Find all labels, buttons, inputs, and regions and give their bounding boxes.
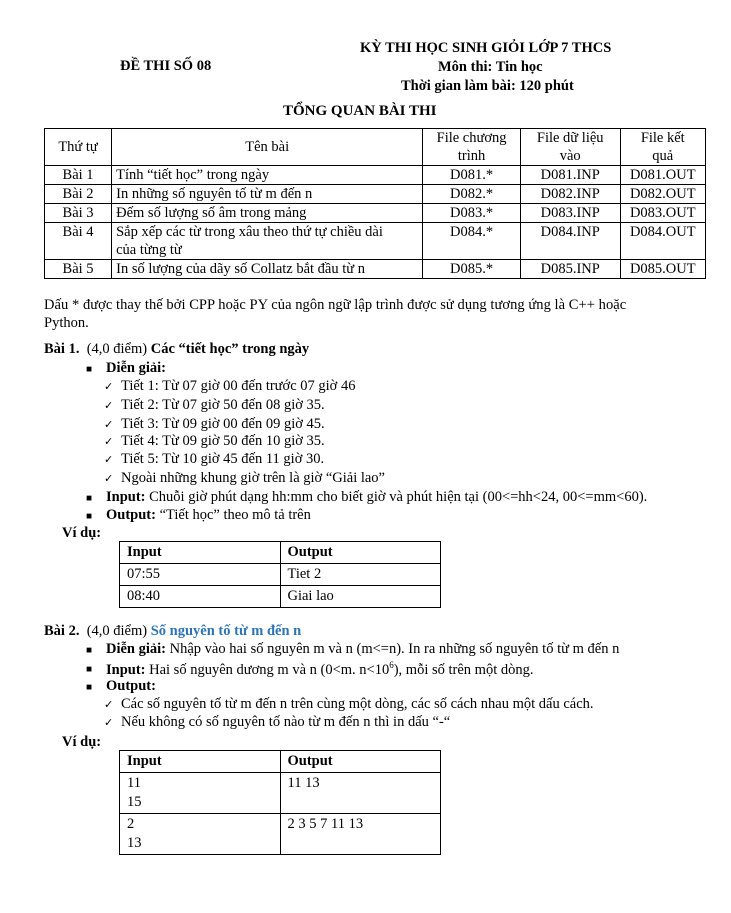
table-row	[45, 260, 706, 279]
col-header-input-l1: File dữ liệu	[536, 130, 604, 146]
bullet-icon: ■	[86, 664, 93, 675]
example-header-output: Output	[280, 542, 441, 564]
bullet-icon: ■	[86, 364, 93, 375]
row-name: Đếm số lượng số âm trong mảng	[112, 204, 423, 223]
check-icon: ✓	[104, 716, 114, 729]
col-header-input	[520, 129, 620, 166]
col-header-no: Thứ tự	[45, 129, 112, 166]
row-inp: D081.INP	[520, 166, 620, 185]
row-inp: D083.INP	[520, 204, 620, 223]
bai2-explain-label: Diễn giải:	[106, 641, 167, 657]
bai2-output-item: Nếu không có số nguyên tố nào từ m đến n thì in dấu “-“	[121, 714, 451, 730]
bai1-example-table	[119, 541, 441, 608]
row-no: Bài 4	[45, 223, 112, 260]
row-prog: D082.*	[423, 185, 521, 204]
col-header-output-l2: quả	[652, 148, 674, 164]
example-input: 08:40	[120, 586, 281, 608]
table-row	[120, 814, 441, 855]
table-row	[45, 185, 706, 204]
bai1-output-label: Output:	[106, 507, 156, 523]
bai1-output-line	[106, 507, 311, 524]
col-header-prog-l1: File chương	[436, 130, 507, 146]
bai2-output-label: Output:	[106, 678, 156, 694]
bai1-item: Tiết 5: Từ 10 giờ 45 đến 11 giờ 30.	[121, 451, 325, 467]
exam-number: ĐỀ THI SỐ 08	[120, 58, 212, 74]
bai2-explain-line	[106, 641, 619, 658]
col-header-prog	[423, 129, 521, 166]
row-no: Bài 2	[45, 185, 112, 204]
table-row	[45, 204, 706, 223]
bai2-input-sup: 6	[389, 660, 394, 670]
bullet-icon: ■	[86, 493, 93, 504]
col-header-prog-l2: trình	[457, 148, 486, 164]
bullet-icon: ■	[86, 511, 93, 522]
note-line-2: Python.	[44, 315, 89, 331]
bai1-example-label: Ví dụ:	[62, 525, 102, 541]
bai2-example-label: Ví dụ:	[62, 734, 102, 750]
example-header-input: Input	[120, 542, 281, 564]
example-header-input: Input	[120, 751, 281, 773]
bai1-input-text: Chuỗi giờ phút dạng hh:mm cho biết giờ và phút hiện tại (00<=hh<24, 00<=mm<60).	[149, 489, 648, 505]
row-inp: D084.INP	[520, 223, 620, 260]
example-output: 2 3 5 7 11 13	[280, 814, 441, 855]
overview-table	[44, 128, 706, 279]
example-input-l1: 2	[127, 816, 135, 832]
bullet-icon: ■	[86, 645, 93, 656]
row-no: Bài 3	[45, 204, 112, 223]
bai1-input-line	[106, 489, 647, 506]
bai2-explain-text: Nhập vào hai số nguyên m và n (m<=n). In ra những số nguyên tố từ m đến n	[169, 641, 620, 657]
row-prog: D081.*	[423, 166, 521, 185]
bai1-item: Ngoài những khung giờ trên là giờ “Giải lao”	[121, 470, 385, 486]
bai1-points: (4,0 điểm)	[86, 341, 148, 357]
row-no: Bài 5	[45, 260, 112, 279]
check-icon: ✓	[104, 698, 114, 711]
table-row	[120, 586, 441, 608]
table-row	[120, 564, 441, 586]
bai2-title: Số nguyên tố từ m đến n	[150, 623, 302, 639]
bullet-icon: ■	[86, 682, 93, 693]
col-header-name: Tên bài	[112, 129, 423, 166]
example-input	[120, 773, 281, 814]
check-icon: ✓	[104, 435, 114, 448]
row-inp: D085.INP	[520, 260, 620, 279]
bai2-points: (4,0 điểm)	[86, 623, 148, 639]
bai2-input-text-a: Hai số nguyên dương m và n (0<m. n<10	[149, 661, 390, 678]
example-input	[120, 814, 281, 855]
row-out: D082.OUT	[620, 185, 705, 204]
bai1-item: Tiết 4: Từ 09 giờ 50 đến 10 giờ 35.	[121, 433, 325, 449]
duration: Thời gian làm bài: 120 phút	[401, 78, 574, 94]
example-input: 07:55	[120, 564, 281, 586]
bai1-item: Tiết 3: Từ 09 giờ 00 đến 09 giờ 45.	[121, 416, 325, 432]
row-out: D084.OUT	[620, 223, 705, 260]
row-no: Bài 1	[45, 166, 112, 185]
bai1-label: Bài 1.	[44, 341, 80, 357]
example-input-l1: 11	[127, 775, 141, 791]
example-output: 11 13	[280, 773, 441, 814]
example-header-row	[120, 751, 441, 773]
row-name: In những số nguyên tố từ m đến n	[112, 185, 423, 204]
col-header-output-l1: File kết	[640, 130, 685, 146]
note-line-1: Dấu * được thay thế bởi CPP hoặc PY của ngôn ngữ lập trình được sử dụng tương ứng là C++ hoặc	[44, 297, 627, 313]
bai1-item: Tiết 2: Từ 07 giờ 50 đến 08 giờ 35.	[121, 397, 325, 413]
row-name: Tính “tiết học” trong ngày	[112, 166, 423, 185]
row-name-l2: của từng từ	[116, 242, 182, 258]
check-icon: ✓	[104, 472, 114, 485]
table-row	[45, 166, 706, 185]
bai2-input-label: Input:	[106, 661, 146, 678]
example-header-row	[120, 542, 441, 564]
row-prog: D084.*	[423, 223, 521, 260]
check-icon: ✓	[104, 399, 114, 412]
row-name: In số lượng của dãy số Collatz bắt đầu từ n	[112, 260, 423, 279]
check-icon: ✓	[104, 418, 114, 431]
bai1-explain-label: Diễn giải:	[106, 360, 167, 376]
bai1-item: Tiết 1: Từ 07 giờ 00 đến trước 07 giờ 46	[121, 378, 356, 394]
bai2-input-line	[106, 660, 533, 679]
row-out: D081.OUT	[620, 166, 705, 185]
col-header-input-l2: vào	[559, 148, 581, 164]
check-icon: ✓	[104, 380, 114, 393]
bai2-heading	[44, 623, 301, 640]
overview-title: TỔNG QUAN BÀI THI	[283, 103, 437, 119]
row-prog: D083.*	[423, 204, 521, 223]
row-name-l1: Sắp xếp các từ trong xâu theo thứ tự chiều dài	[116, 224, 383, 240]
row-out: D085.OUT	[620, 260, 705, 279]
row-inp: D082.INP	[520, 185, 620, 204]
competition-title: KỲ THI HỌC SINH GIỎI LỚP 7 THCS	[360, 40, 612, 56]
bai1-input-label: Input:	[106, 489, 146, 505]
check-icon: ✓	[104, 453, 114, 466]
bai2-example-table	[119, 750, 441, 855]
col-header-output	[620, 129, 705, 166]
row-out: D083.OUT	[620, 204, 705, 223]
bai1-heading	[44, 341, 309, 358]
bai1-title: Các “tiết học” trong ngày	[150, 341, 310, 357]
example-output: Giai lao	[280, 586, 441, 608]
row-name	[112, 223, 423, 260]
row-prog: D085.*	[423, 260, 521, 279]
example-input-l2: 13	[127, 835, 142, 851]
example-input-l2: 15	[127, 794, 142, 810]
table-row	[120, 773, 441, 814]
overview-header-row	[45, 129, 706, 166]
example-output: Tiet 2	[280, 564, 441, 586]
table-row	[45, 223, 706, 260]
bai2-input-text-b: ), mỗi số trên một dòng.	[393, 661, 534, 678]
bai2-output-item: Các số nguyên tố từ m đến n trên cùng một dòng, các số cách nhau một dấu cách.	[121, 696, 594, 712]
bai1-output-text: “Tiết học” theo mô tả trên	[159, 507, 311, 523]
subject: Môn thi: Tin học	[438, 59, 543, 75]
bai2-label: Bài 2.	[44, 623, 80, 639]
example-header-output: Output	[280, 751, 441, 773]
